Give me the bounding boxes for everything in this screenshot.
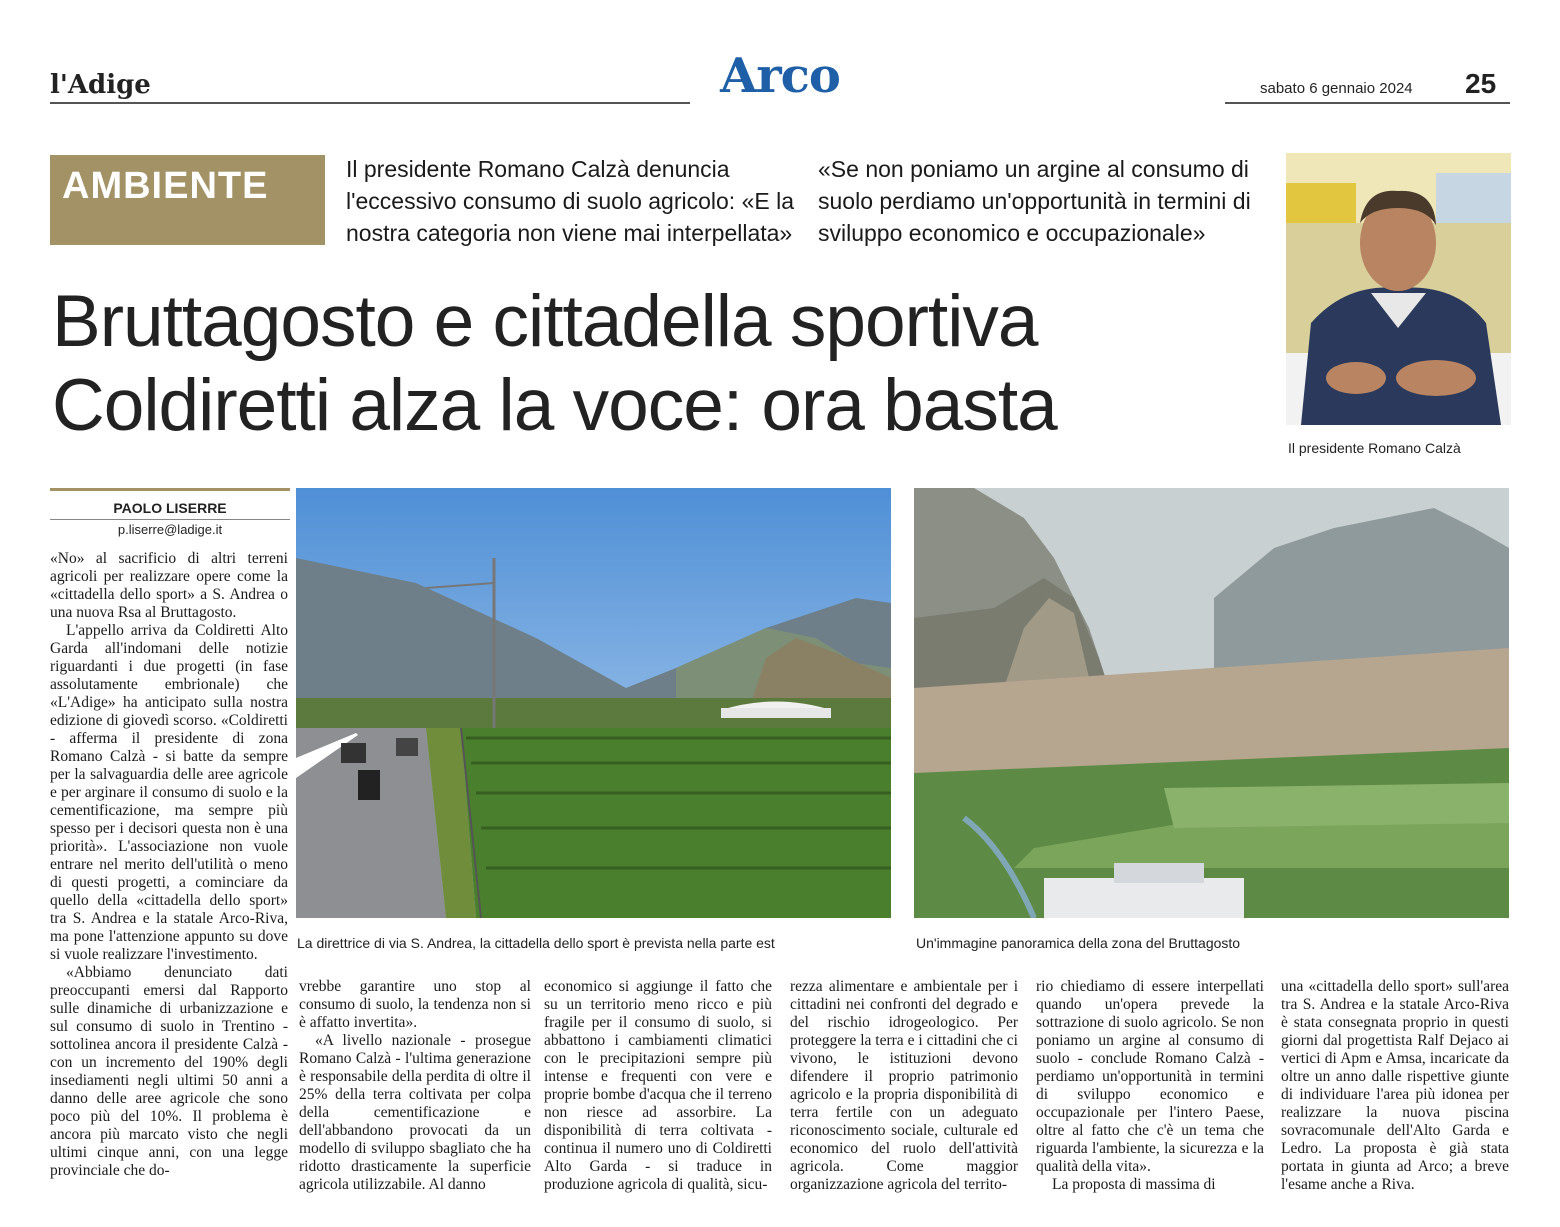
author-email: p.liserre@ladige.it: [117, 522, 223, 537]
body-column-3: [544, 978, 772, 1194]
photo-road-vineyard: [296, 488, 891, 918]
portrait-illustration: [1286, 153, 1511, 425]
body-column-6: [1281, 978, 1509, 1194]
byline-rule: [50, 488, 290, 491]
headline-line-2: Coldiretti alza la voce: ora basta: [52, 365, 1057, 446]
paragraph: «Abbiamo denunciato dati preoccupanti emersi dal Rapporto sulle dinamiche di urbanizzazione e sul consumo di suolo in Trentino - sottolinea ancora il presidente Calzà - con un incremento del 190% degli insediamenti negli ultimi 50 anni a danno delle aree agricole che sono poco più del 10%. Il problema è ancora più marcato visto che negli ultimi cinque anni, con una legge provinciale che do-: [50, 964, 288, 1179]
panorama-illustration: [914, 488, 1509, 918]
issue-date: sabato 6 gennaio 2024: [1260, 80, 1413, 97]
page-number: 25: [1465, 68, 1497, 99]
paragraph: economico si aggiunge il fatto che su un territorio meno ricco e più fragile per il consumo di suolo, si abbattono i cambiamenti climatici con le precipitazioni sempre più intense e frequenti con vere e proprie bombe d'acqua che il terreno non riesce ad assorbire. La disponibilità di terra coltivata - continua il numero uno di Coldiretti Alto Garda - si traduce in produzione agricola di qualità, sicu-: [544, 978, 772, 1193]
author-name: PAOLO LISERRE: [113, 500, 227, 516]
paragraph: La proposta di massima di: [1052, 1176, 1216, 1193]
photo1-caption: La direttrice di via S. Andrea, la cittadella dello sport è prevista nella parte est: [297, 935, 775, 951]
photo-panorama: [914, 488, 1509, 918]
paragraph: una «cittadella dello sport» sull'area tra S. Andrea e la statale Arco-Riva è stata consegnata proprio in questi giorni dal progettista Ralf Dejaco ai vertici di Apm e Amsa, incaricate da oltre un anno dalle rispettive giunte di individuare l'area più idonea per realizzare la nuova piscina sovracomunale dell'Alto Garda e Ledro. La proposta è già stata portata in giunta ad Arco; a breve l'esame anche a Riva.: [1281, 978, 1509, 1193]
paragraph: vrebbe garantire uno stop al consumo di suolo, la tendenza non si è affatto invertita».: [299, 978, 531, 1031]
body-column-1: [50, 550, 288, 1180]
paragraph: L'appello arriva da Coldiretti Alto Garda all'indomani delle notizie riguardanti i due progetti (in fase assolutamente embrionale) che «L'Adige» ha anticipato sulla nostra edizione di giovedì scorso. «Coldiretti - afferma il presidente di zona Romano Calzà - si batte da sempre per la salvaguardia delle aree agricole e per arginare il consumo di suolo e la cementificazione, ma sempre più spesso per i decisori questa non è una priorità». L'associazione non vuole entrare nel merito dell'utilità o meno di questi progetti, a cominciare da quello della «cittadella dello sport» tra S. Andrea e la statale Arco-Riva, ma pone l'attenzione appunto su dove si vuole realizzare l'investimento.: [50, 622, 288, 963]
body-column-2: [299, 978, 531, 1194]
paragraph: rezza alimentare e ambientale per i cittadini nei confronti del degrado e del rischio idrogeologico. Per proteggere la terra e i cittadini che ci vivono, le istituzioni devono difendere il proprio patrimonio agricolo e la propria disponibilità di terra fertile con un adeguato riconoscimento sociale, culturale ed economico del ruolo dell'attività agricola. Come maggior organizzazione agricola del territo-: [790, 978, 1018, 1193]
torn-paper-edge: [50, 225, 325, 247]
kicker-right: «Se non poniamo un argine al consumo di suolo perdiamo un'opportunità in termini di sviluppo economico e occupazionale»: [818, 156, 1251, 246]
photo2-caption: Un'immagine panoramica della zona del Bruttagosto: [916, 935, 1241, 951]
header-rule-left: [50, 102, 690, 104]
header-rule-right: [1225, 102, 1510, 104]
headline: [52, 280, 1282, 448]
section-title: Arco: [720, 48, 840, 104]
kicker-left: Il presidente Romano Calzà denuncia l'eccessivo consumo di suolo agricolo: «E la nostra categoria non viene mai interpellata»: [346, 156, 795, 246]
category-tag: AMBIENTE: [62, 165, 269, 207]
paragraph: «A livello nazionale - prosegue Romano Calzà - l'ultima generazione è responsabile della perdita di oltre il 25% della terra coltivata per colpa della cementificazione e dell'abbandono provocati da un modello di sviluppo sbagliato che ha ridotto drasticamente la superficie agricola utilizzabile. Al danno: [299, 1032, 531, 1193]
paragraph: «No» al sacrificio di altri terreni agricoli per realizzare opere come la «cittadella dello sport» a S. Andrea o una nuova Rsa al Bruttagosto.: [50, 550, 288, 621]
body-column-5: [1036, 978, 1264, 1194]
newspaper-logo: l'Adige: [50, 70, 151, 100]
headline-line-1: Bruttagosto e cittadella sportiva: [52, 281, 1038, 362]
body-column-4: [790, 978, 1018, 1194]
portrait-caption: Il presidente Romano Calzà: [1288, 440, 1461, 456]
portrait-photo: [1286, 153, 1511, 425]
byline-divider: [50, 519, 290, 520]
road-vineyard-illustration: [296, 488, 891, 918]
paragraph: rio chiediamo di essere interpellati quando un'opera prevede la sottrazione di suolo agricolo. Se non poniamo un argine al consumo di suolo - conclude Romano Calzà - perdiamo un'opportunità in termini di sviluppo economico e occupazionale per l'intero Paese, oltre al fatto che c'è un tema che riguarda l'ambiente, la sicurezza e la qualità della vita».: [1036, 978, 1264, 1175]
